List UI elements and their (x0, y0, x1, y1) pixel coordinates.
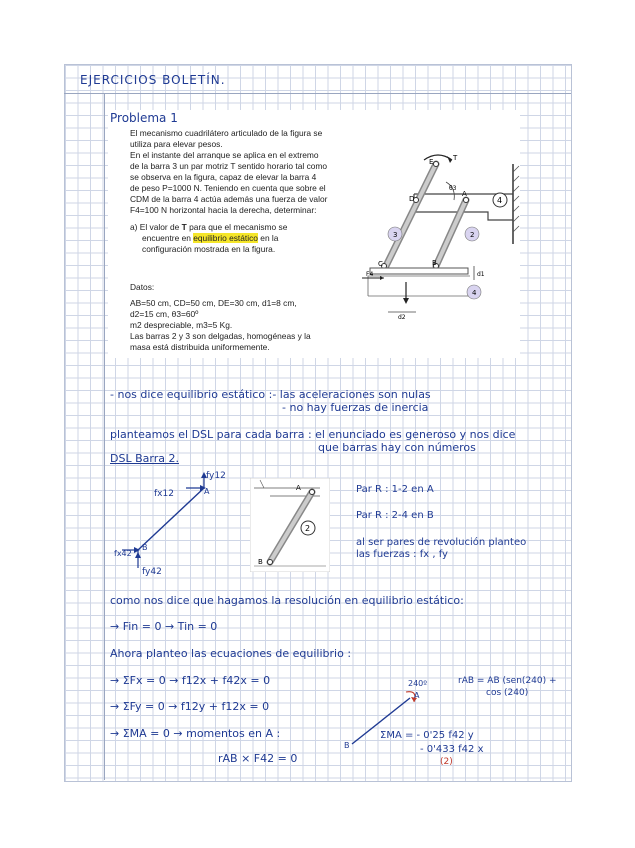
intro-line: se observa en la figura, capaz de elevar la barra 4 (130, 172, 317, 182)
note-par-2: Par R : 2-4 en B (356, 510, 434, 521)
datos-title: Datos: (130, 282, 155, 292)
label-f12x: fx12 (154, 489, 174, 499)
problem-title: Problema 1 (110, 111, 178, 125)
note-equilibrio: - nos dice equilibrio estático :- las aceleraciones son nulas (110, 388, 431, 401)
page-title: EJERCICIOS BOLETÍN. (80, 73, 226, 87)
note-fin-tin: → Fin = 0 → Tin = 0 (110, 620, 218, 633)
label-E: E (429, 158, 434, 166)
label-C: C (378, 260, 383, 268)
datos-list (130, 298, 311, 353)
datos-line: m2 despreciable, m3=5 Kg. (130, 320, 233, 330)
sigma-ma-2: - 0'433 f42 x (420, 744, 484, 755)
header-divider (64, 93, 571, 94)
label-T: T (453, 154, 458, 162)
crop-label-A: A (296, 484, 301, 492)
note-inercia: - no hay fuerzas de inercia (282, 401, 429, 414)
label-D: D (409, 195, 415, 203)
intro-line: El mecanismo cuadrilátero articulado de la figura se (130, 128, 323, 138)
note-ecuaciones: Ahora planteo las ecuaciones de equilibrio : (110, 647, 352, 660)
sigma-ma-1: ΣMA = - 0'25 f42 y (380, 730, 474, 741)
label-d2: d2 (398, 314, 406, 320)
intro-line: CDM de la barra 4 actúa además una fuerza de valor (130, 194, 328, 204)
eq-rab-cross: rAB × F42 = 0 (218, 752, 298, 765)
note-resolucion: como nos dice que hagamos la resolución en equilibrio estático: (110, 594, 464, 607)
label-F4: F4 (366, 271, 374, 278)
angle-label: 240º (408, 679, 428, 688)
label-f42x: fx42 (114, 549, 132, 558)
q-bold: T (181, 222, 187, 232)
intro-line: F4=100 N horizontal hacia la derecha, determinar: (130, 205, 317, 215)
fbd-barra-2 (112, 466, 237, 578)
label-theta: θ3 (449, 185, 457, 192)
label-f42y: fy42 (142, 567, 162, 577)
label-A: A (462, 190, 467, 198)
intro-line: En el instante del arranque se aplica en el extremo (130, 150, 319, 160)
equation-ref: (2) (440, 757, 453, 767)
crop-label-B: B (258, 558, 263, 566)
label-B: B (432, 259, 437, 267)
rab-label-B: B (344, 741, 350, 750)
label-d1: d1 (477, 271, 485, 278)
label-fbd-A: A (204, 487, 210, 496)
rab-expr-1: rAB = AB (sen(240) + (458, 676, 557, 686)
note-par-1: Par R : 1-2 en A (356, 484, 434, 495)
label-fbd-B: B (142, 543, 148, 552)
eq-sum-ma: → ΣMA = 0 → momentos en A : (110, 727, 281, 740)
intro-line: de peso P=1000 N. Teniendo en cuenta que sobre el (130, 183, 326, 193)
datos-line: masa está distribuida uniformemente. (130, 342, 270, 352)
label-f12y: fy12 (206, 471, 226, 481)
label-3: 3 (393, 231, 398, 239)
note-dsl: planteamos el DSL para cada barra : el enunciado es generoso y nos dice (110, 428, 516, 441)
intro-line: utiliza para elevar pesos. (130, 139, 223, 149)
dsl-barra-title: DSL Barra 2. (110, 452, 179, 465)
q-prefix: a) El valor de (130, 222, 182, 232)
q-mid: para que el mecanismo se (186, 222, 288, 232)
note-numeros: que barras hay con números (318, 441, 476, 454)
note-revolucion-1: al ser pares de revolución planteo (356, 537, 527, 548)
datos-line: d2=15 cm, θ3=60º (130, 309, 199, 319)
q-line2b: en la (257, 233, 279, 243)
bar2-crop-figure (250, 478, 330, 572)
mechanism-figure (358, 152, 520, 320)
label-4-top: 4 (497, 196, 503, 205)
rab-label-A: A (414, 691, 420, 700)
margin-line (104, 93, 105, 780)
eq-sum-fx: → ΣFx = 0 → f12x + f42x = 0 (110, 674, 271, 687)
label-4-bottom: 4 (472, 289, 477, 297)
question-a (130, 222, 352, 255)
rab-expr-2: cos (240) (486, 688, 529, 698)
intro-line: de la barra 3 un par motriz T sentido horario tal como (130, 161, 328, 171)
q-line2a: encuentre en (142, 233, 194, 243)
datos-line: Las barras 2 y 3 son delgadas, homogéneas y la (130, 331, 311, 341)
q-line3: configuración mostrada en la figura. (142, 244, 276, 254)
crop-label-2: 2 (305, 524, 311, 533)
problem-intro (130, 128, 327, 216)
highlight-equilibrio: equilibrio estático (193, 233, 258, 243)
label-2: 2 (470, 231, 475, 239)
note-revolucion-2: las fuerzas : fx , fy (356, 549, 448, 560)
eq-sum-fy: → ΣFy = 0 → f12y + f12x = 0 (110, 700, 270, 713)
datos-line: AB=50 cm, CD=50 cm, DE=30 cm, d1=8 cm, (130, 298, 297, 308)
